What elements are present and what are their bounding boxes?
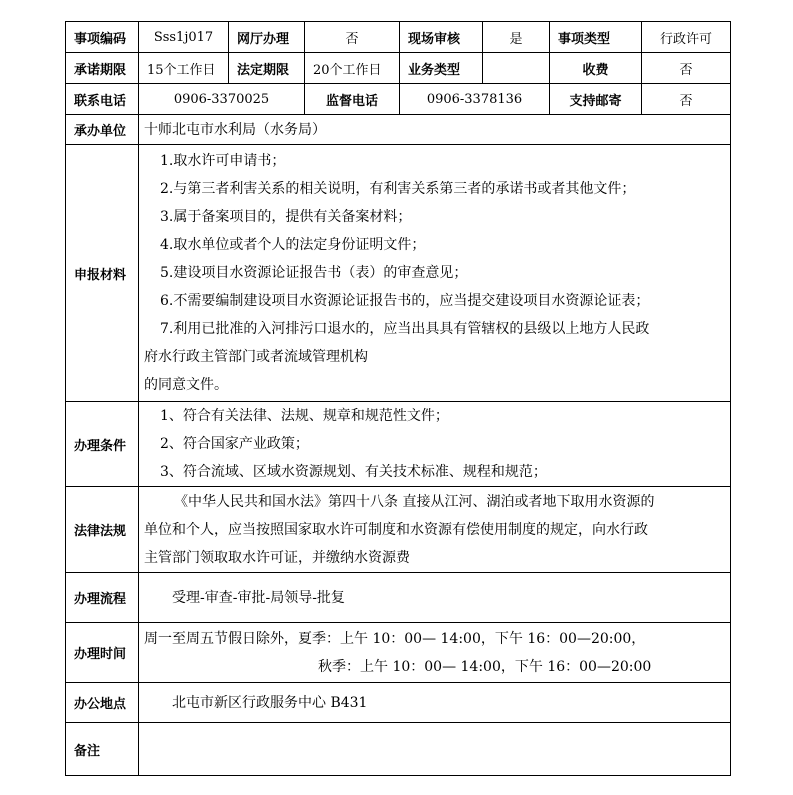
unit-label: 承办单位 [66, 115, 139, 145]
address-text: 北屯市新区行政服务中心 B431 [172, 694, 368, 711]
notes-value [139, 723, 731, 776]
onsite-label: 现场审核 [400, 22, 483, 53]
fee-label: 收费 [550, 53, 642, 84]
biz-type-value [483, 53, 550, 84]
phone-label: 联系电话 [66, 84, 139, 115]
row-basic-2 [66, 53, 731, 84]
row-materials [66, 145, 731, 402]
unit-value: 十师北屯市水利局（水务局） [139, 115, 731, 145]
condition-item: 3、符合流域、区域水资源规划、有关技术标准、规程和规范； [160, 464, 547, 480]
row-basic-3 [66, 84, 731, 115]
material-item-cont: 府水行政主管部门或者流域管理机构 [144, 349, 368, 365]
address-label: 办公地点 [66, 683, 139, 723]
law-line: 《中华人民共和国水法》第四十八条 直接从江河、湖泊或者地下取用水资源的 [174, 493, 655, 510]
biz-type-label: 业务类型 [400, 53, 483, 84]
material-item: 3.属于备案项目的，提供有关备案材料； [160, 209, 412, 225]
law-line: 主管部门领取取水许可证，并缴纳水资源费 [144, 549, 410, 566]
time-text [139, 623, 731, 683]
promise-label: 承诺期限 [66, 53, 139, 84]
process-text: 受理-审查-审批-局领导-批复 [172, 589, 345, 606]
legal-value: 20个工作日 [305, 53, 400, 84]
row-notes [66, 723, 731, 776]
material-item: 2.与第三者利害关系的相关说明，有利害关系第三者的承诺书或者其他文件； [160, 181, 636, 197]
conditions-label: 办理条件 [66, 402, 139, 487]
materials-list [139, 145, 731, 402]
material-item: 1.取水许可申请书； [160, 153, 286, 169]
materials-label: 申报材料 [66, 145, 139, 402]
row-time [66, 623, 731, 683]
code-label: 事项编码 [66, 22, 139, 53]
mail-label: 支持邮寄 [550, 84, 642, 115]
conditions-list [139, 402, 731, 487]
mail-value: 否 [642, 84, 731, 115]
address-value [139, 683, 731, 723]
law-text [139, 487, 731, 573]
law-label: 法律法规 [66, 487, 139, 573]
online-label: 网厅办理 [229, 22, 305, 53]
material-item: 4.取水单位或者个人的法定身份证明文件； [160, 237, 426, 253]
time-line: 秋季：上午 10：00— 14:00，下午 16：00—20:00 [318, 658, 652, 675]
legal-label: 法定期限 [229, 53, 305, 84]
row-conditions [66, 402, 731, 487]
row-address [66, 683, 731, 723]
material-item-cont: 的同意文件。 [144, 377, 228, 393]
code-value: Sss1j017 [139, 22, 229, 53]
process-label: 办理流程 [66, 573, 139, 623]
row-basic-1 [66, 22, 731, 53]
online-value: 否 [305, 22, 400, 53]
supervise-value: 0906-3378136 [400, 84, 550, 115]
type-value: 行政许可 [642, 22, 731, 53]
notes-label: 备注 [66, 723, 139, 776]
condition-item: 1、符合有关法律、法规、规章和规范性文件； [160, 408, 449, 424]
condition-item: 2、符合国家产业政策； [160, 436, 309, 452]
material-item: 7.利用已批准的入河排污口退水的，应当出具具有管辖权的县级以上地方人民政 [160, 321, 650, 337]
supervise-label: 监督电话 [305, 84, 400, 115]
matter-info-table [65, 21, 731, 776]
process-value [139, 573, 731, 623]
row-unit [66, 115, 731, 145]
law-line: 单位和个人，应当按照国家取水许可制度和水资源有偿使用制度的规定，向水行政 [144, 521, 648, 538]
row-process [66, 573, 731, 623]
time-line: 周一至周五节假日除外，夏季：上午 10：00— 14:00，下午 16：00—20:00， [144, 630, 646, 647]
time-label: 办理时间 [66, 623, 139, 683]
promise-value: 15个工作日 [139, 53, 229, 84]
material-item: 5.建设项目水资源论证报告书（表）的审查意见； [160, 265, 468, 281]
type-label: 事项类型 [550, 22, 642, 53]
row-law [66, 487, 731, 573]
phone-value: 0906-3370025 [139, 84, 305, 115]
onsite-value: 是 [483, 22, 550, 53]
fee-value: 否 [642, 53, 731, 84]
material-item: 6.不需要编制建设项目水资源论证报告书的，应当提交建设项目水资源论证表； [160, 293, 650, 309]
